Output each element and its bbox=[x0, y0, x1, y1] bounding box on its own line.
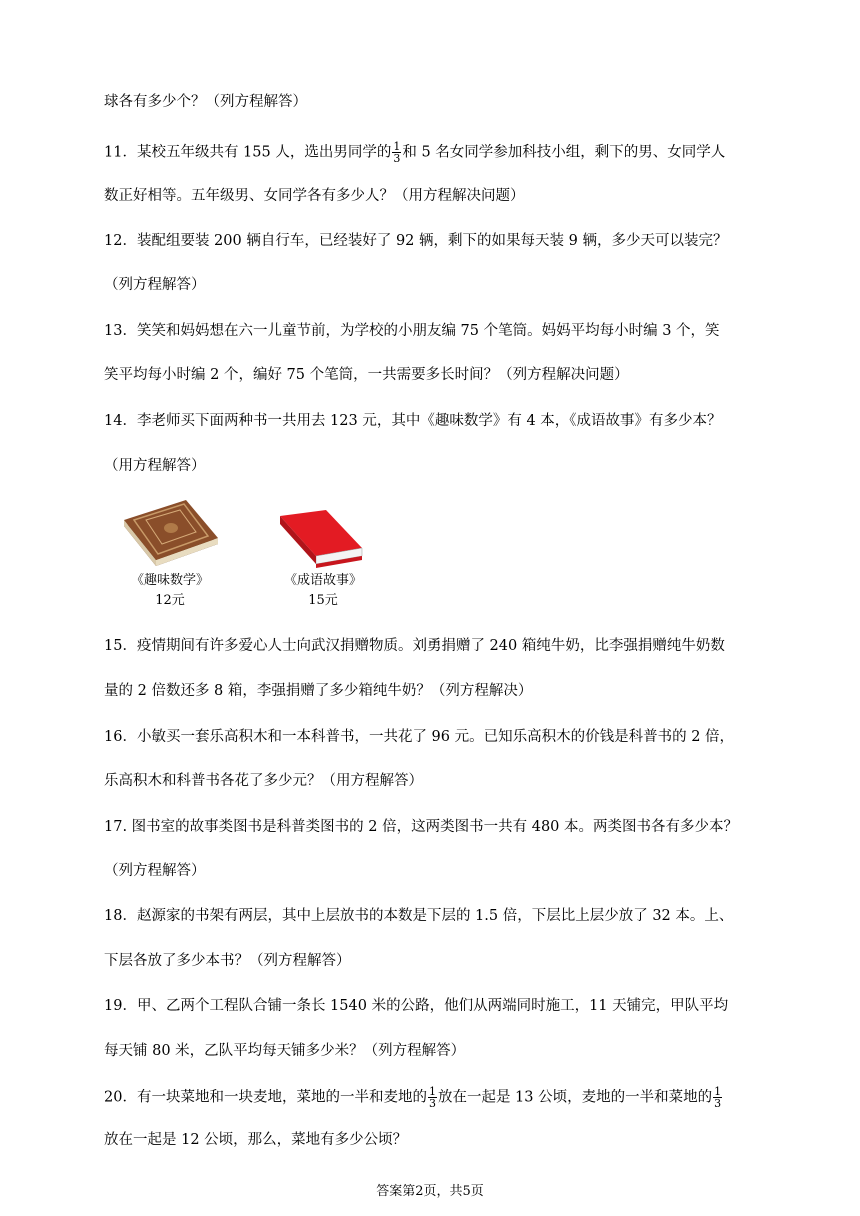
text-line: （列方程解答） bbox=[104, 277, 206, 293]
text-line: 笑平均每小时编 2 个，编好 75 个笔筒，一共需要多长时间？（列方程解决问题） bbox=[104, 367, 629, 383]
question-17: 17. 图书室的故事类图书是科普类图书的 2 倍，这两类图书一共有 480 本。两类图书各有多少本？ bbox=[104, 819, 739, 835]
fraction-denominator: 3 bbox=[393, 152, 401, 165]
fraction-numerator: 1 bbox=[428, 1085, 436, 1098]
fraction bbox=[392, 141, 401, 164]
text-line: 每天铺 80 米，乙队平均每天铺多少米？（列方程解答） bbox=[104, 1043, 466, 1059]
question-18: 18．赵源家的书架有两层，其中上层放书的本数是下层的 1.5 倍，下层比上层少放了 32 本。上、 bbox=[104, 908, 734, 924]
fraction-numerator: 1 bbox=[393, 140, 401, 153]
text-segment: 和 5 名女同学参加科技小组，剩下的男、女同学人 bbox=[402, 144, 726, 161]
text-line: 放在一起是 12 公顷，那么，菜地有多少公顷？ bbox=[104, 1132, 408, 1148]
text-segment: 放在一起是 13 公顷，麦地的一半和菜地的 bbox=[437, 1089, 713, 1106]
text-line: 下层各放了多少本书？（列方程解答） bbox=[104, 953, 351, 969]
text-line: 球各有多少个？（列方程解答） bbox=[104, 94, 307, 110]
text-line: 乐高积木和科普书各花了多少元？（用方程解答） bbox=[104, 773, 423, 789]
book-title: 《成语故事》 bbox=[283, 573, 362, 588]
question-13: 13．笑笑和妈妈想在六一儿童节前，为学校的小朋友编 75 个笔筒。妈妈平均每小时编 3 个，笑 bbox=[104, 323, 720, 339]
text-line: 量的 2 倍数还多 8 箱，李强捐赠了多少箱纯牛奶？（列方程解决） bbox=[104, 683, 533, 699]
text-line: （用方程解答） bbox=[104, 458, 206, 474]
book-figure-idiom bbox=[278, 508, 368, 612]
text-segment: 11．某校五年级共有 155 人，选出男同学的 bbox=[104, 144, 392, 161]
question-15: 15．疫情期间有许多爱心人士向武汉捐赠物质。刘勇捐赠了 240 箱纯牛奶，比李强捐赠纯牛奶数 bbox=[104, 638, 725, 654]
fraction bbox=[428, 1086, 437, 1109]
book-price: 15元 bbox=[308, 593, 338, 608]
text-segment: 20．有一块菜地和一块麦地，菜地的一半和麦地的 bbox=[104, 1089, 427, 1106]
fraction-denominator: 3 bbox=[714, 1097, 722, 1110]
text-line: 数正好相等。五年级男、女同学各有多少人？（用方程解决问题） bbox=[104, 188, 525, 204]
question-16: 16．小敏买一套乐高积木和一本科普书，一共花了 96 元。已知乐高积木的价钱是科普书的 2 倍， bbox=[104, 729, 735, 745]
text-line: （列方程解答） bbox=[104, 863, 206, 879]
book-math-icon bbox=[118, 500, 222, 568]
question-12: 12．装配组要装 200 辆自行车，已经装好了 92 辆，剩下的如果每天装 9 辆，多少天可以装完？ bbox=[104, 233, 728, 249]
fraction-numerator: 1 bbox=[714, 1085, 722, 1098]
question-20 bbox=[104, 1086, 723, 1109]
question-11 bbox=[104, 141, 725, 164]
book-price: 12元 bbox=[155, 593, 185, 608]
book-figure-math bbox=[118, 500, 222, 612]
fraction-denominator: 3 bbox=[428, 1097, 436, 1110]
page-footer: 答案第2页，共5页 bbox=[376, 1184, 484, 1199]
book-idiom-icon bbox=[278, 508, 364, 568]
book-title: 《趣味数学》 bbox=[130, 573, 209, 588]
fraction bbox=[713, 1086, 722, 1109]
question-14: 14．李老师买下面两种书一共用去 123 元，其中《趣味数学》有 4 本，《成语故事》有多少本？ bbox=[104, 413, 722, 429]
question-19: 19．甲、乙两个工程队合铺一条长 1540 米的公路，他们从两端同时施工，11 天铺完，甲队平均 bbox=[104, 998, 729, 1014]
